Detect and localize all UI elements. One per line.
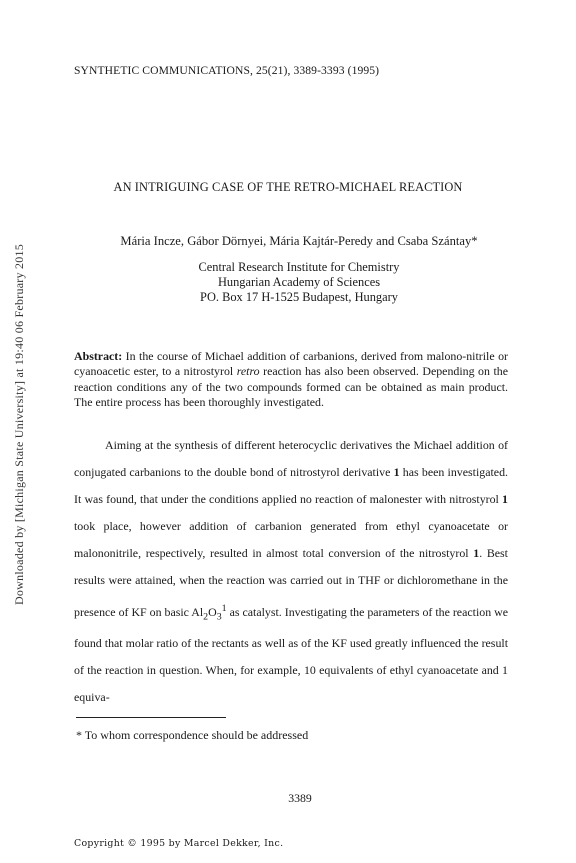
chemical-formula <box>191 602 227 622</box>
affiliation-line: PO. Box 17 H-1525 Budapest, Hungary <box>200 290 398 304</box>
compound-ref: 1 <box>473 546 480 561</box>
download-watermark: Downloaded by [Michigan State University] at 19:40 06 February 2015 <box>12 243 26 605</box>
body-text-run: has been investigated. It was found, that under the conditions applied no reaction of malonester with nitrostyrol <box>74 465 508 507</box>
paper-title: AN INTRIGUING CASE OF THE RETRO-MICHAEL REACTION <box>113 180 463 194</box>
body-text-run: . Best results were attained, when the reaction was carried out in THF or dichloromethane in the presence of KF on basic <box>74 546 508 619</box>
abstract-italic: retro <box>236 364 260 379</box>
formula-part: Al <box>191 604 204 619</box>
formula-subscript: 3 <box>216 610 222 622</box>
body-text-run: as catalyst. Investigating the parameters of the reaction we found that molar ratio of the rectants as well as of the KF used greatly influenced the result of the reaction in question. When, for example, 10 equivalents of ethyl cyanoacetate and 1 equiva- <box>74 604 508 705</box>
copyright-notice: Copyright © 1995 by Marcel Dekker, Inc. <box>74 838 284 849</box>
body-text-run: took place, however addition of carbanion generated from ethyl cyanoacetate or malononitrile, respectively, resulted in almost total conversion of the nitrostyrol <box>74 519 508 561</box>
compound-ref: 1 <box>502 492 508 507</box>
reference-superscript: 1 <box>221 602 227 614</box>
affiliation-line: Hungarian Academy of Sciences <box>217 275 381 289</box>
body-text-run: Aiming at the synthesis of different heterocyclic derivatives the Michael addition of conjugated carbanions to the double bond of nitrostyrol derivative <box>74 438 508 480</box>
abstract-label: Abstract: <box>74 349 123 363</box>
abstract <box>74 349 508 410</box>
affiliation <box>0 260 576 305</box>
abstract-text: In the course of Michael addition of carbanions, derived from malono-nitrile or cyanoacetic ester, to a nitrostyrol <box>74 349 508 379</box>
journal-header: SYNTHETIC COMMUNICATIONS, 25(21), 3389-3393 (1995) <box>74 64 380 77</box>
footnote: * To whom correspondence should be addressed <box>76 728 309 742</box>
compound-ref: 1 <box>393 465 400 480</box>
footnote-divider <box>76 717 226 718</box>
abstract-text: reaction has also been observed. Depending on the reaction conditions any of the two compounds formed can be obtained as main product. The entire process has been thoroughly investigated. <box>74 364 508 409</box>
body-text <box>74 432 508 711</box>
formula-part: O <box>208 604 217 619</box>
formula-subscript: 2 <box>203 610 209 622</box>
author-list: Mária Incze, Gábor Dörnyei, Mária Kajtár-Peredy and Csaba Szántay* <box>120 234 478 248</box>
affiliation-line: Central Research Institute for Chemistry <box>198 260 400 274</box>
body-paragraph <box>74 432 508 711</box>
page-number: 3389 <box>288 791 312 805</box>
